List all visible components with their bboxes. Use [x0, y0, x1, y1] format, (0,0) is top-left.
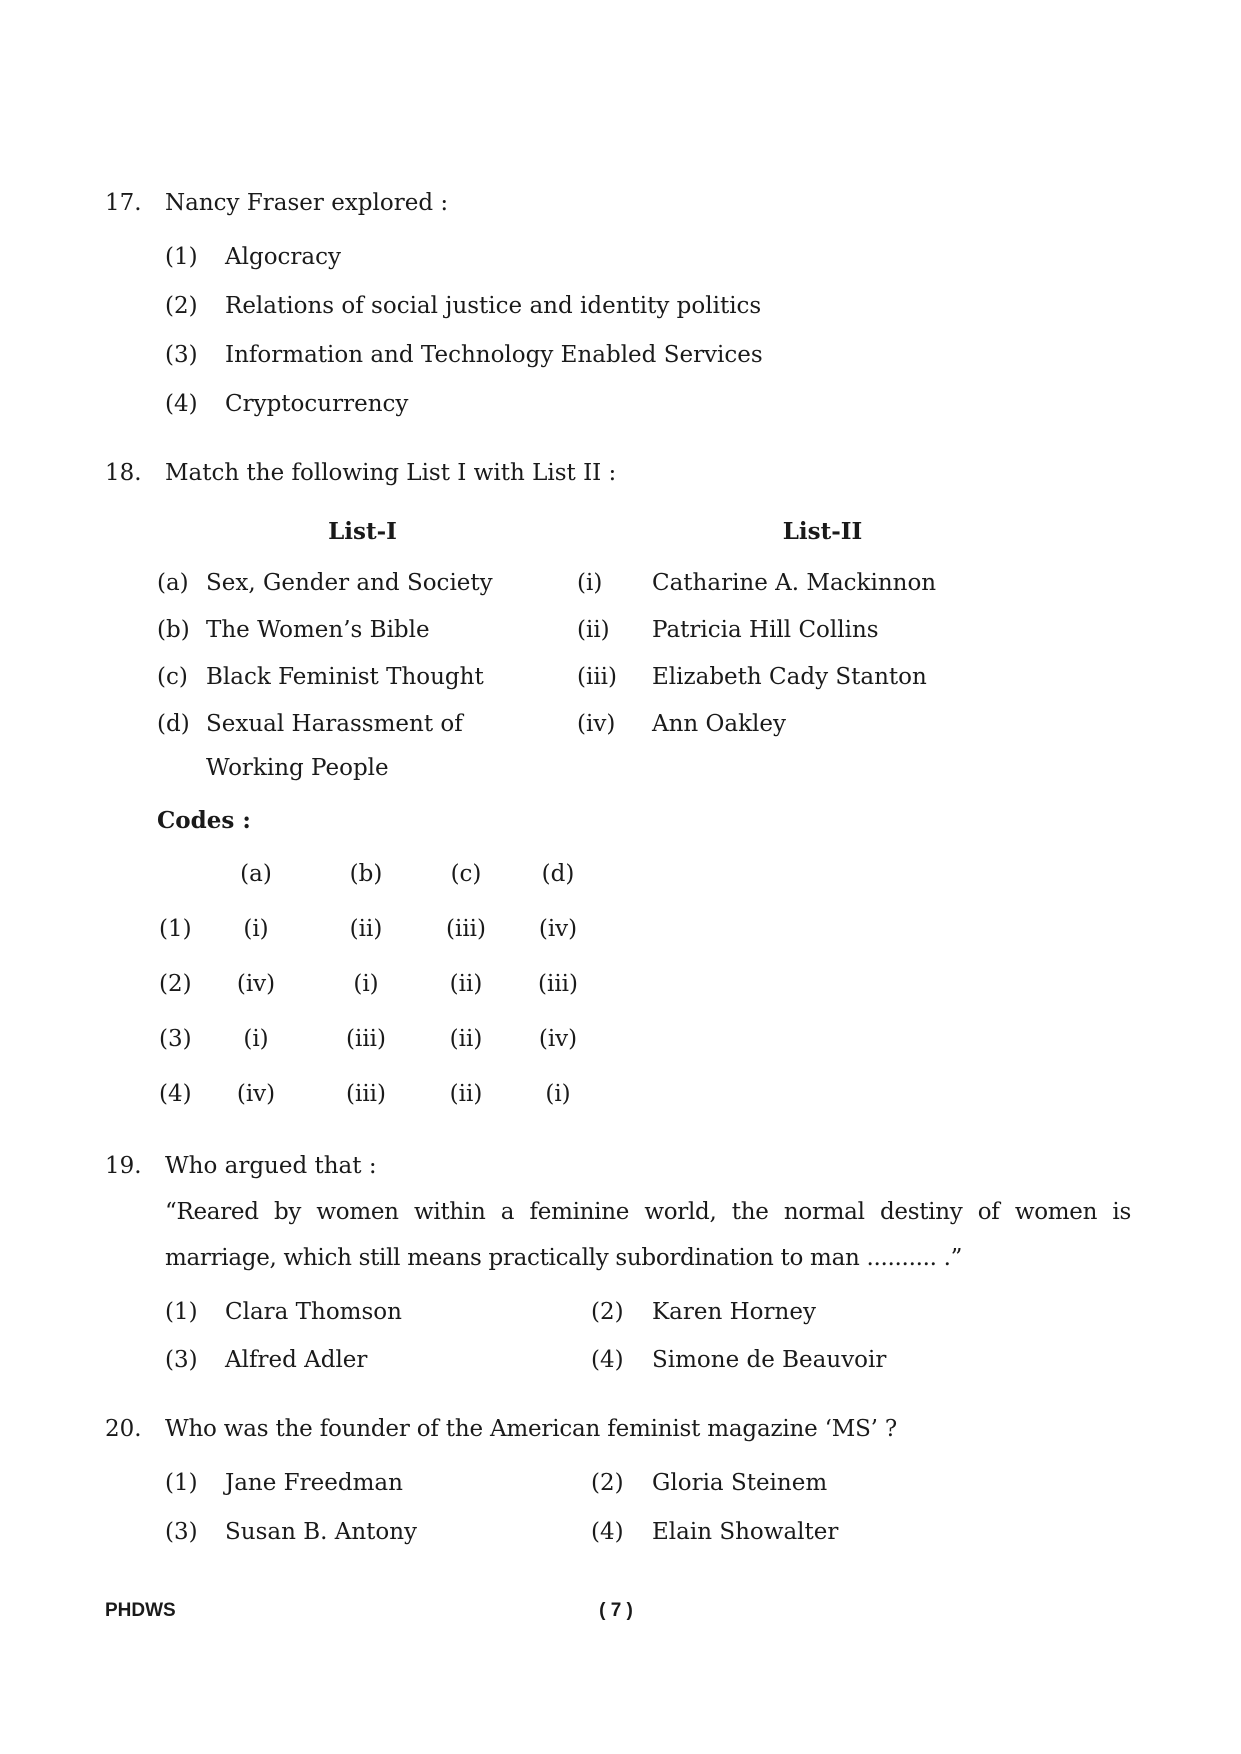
codes-cell: (iii) — [345, 1026, 386, 1052]
option-number: (4) — [165, 391, 198, 417]
quote-line: marriage, which still means practically subordination to man .......... .” — [165, 1245, 963, 1271]
codes-cell: (ii) — [349, 916, 383, 942]
option-number: (1) — [165, 1470, 198, 1496]
option-text: Jane Freedman — [225, 1470, 403, 1496]
question-text: Nancy Fraser explored : — [165, 190, 449, 216]
option-text: Relations of social justice and identity politics — [225, 293, 762, 319]
option-text: Simone de Beauvoir — [652, 1347, 887, 1373]
list-1-key: (c) — [157, 664, 188, 690]
codes-cell: (iii) — [537, 971, 578, 997]
option-number: (1) — [165, 244, 198, 270]
list-2-item: Ann Oakley — [652, 711, 787, 737]
list-1-item: Sexual Harassment of — [206, 711, 463, 737]
option-text: Clara Thomson — [225, 1299, 402, 1325]
codes-cell: (iv) — [236, 971, 276, 997]
codes-header: (a) — [240, 861, 272, 887]
option-number: (3) — [165, 1347, 198, 1373]
list-1-item: The Women’s Bible — [206, 617, 430, 643]
question-number: 20. — [105, 1416, 142, 1442]
question-number: 17. — [105, 190, 142, 216]
codes-cell: (iv) — [236, 1081, 276, 1107]
codes-cell: (i) — [243, 1026, 269, 1052]
codes-option-number: (2) — [159, 971, 192, 997]
list-2-item: Patricia Hill Collins — [652, 617, 879, 643]
option-text: Algocracy — [225, 244, 341, 270]
codes-cell: (iv) — [538, 916, 578, 942]
option-text: Elain Showalter — [652, 1519, 839, 1545]
option-number: (2) — [591, 1299, 624, 1325]
question-text: Who argued that : — [165, 1153, 377, 1179]
codes-option-number: (3) — [159, 1026, 192, 1052]
list-1-key: (d) — [157, 711, 190, 737]
list-2-key: (ii) — [577, 617, 610, 643]
page-number: ( 7 ) — [599, 1600, 633, 1621]
option-number: (2) — [591, 1470, 624, 1496]
codes-cell: (ii) — [449, 1026, 483, 1052]
list-2-item: Elizabeth Cady Stanton — [652, 664, 927, 690]
codes-header: (b) — [349, 861, 383, 887]
list-1-item: Sex, Gender and Society — [206, 570, 493, 596]
quote-line: “Reared by women within a feminine world, the normal destiny of women is — [165, 1199, 1131, 1225]
list-2-header: List-II — [782, 518, 863, 545]
option-text: Susan B. Antony — [225, 1519, 418, 1545]
codes-cell: (i) — [243, 916, 269, 942]
codes-cell: (iv) — [538, 1026, 578, 1052]
codes-cell: (ii) — [449, 1081, 483, 1107]
codes-option-number: (4) — [159, 1081, 192, 1107]
codes-header: (d) — [541, 861, 575, 887]
option-text: Information and Technology Enabled Services — [225, 342, 763, 368]
list-1-key: (b) — [157, 617, 190, 643]
option-number: (3) — [165, 342, 198, 368]
option-number: (2) — [165, 293, 198, 319]
codes-cell: (iii) — [445, 916, 486, 942]
list-2-key: (i) — [577, 570, 603, 596]
option-number: (4) — [591, 1519, 624, 1545]
option-number: (4) — [591, 1347, 624, 1373]
list-1-header: List-I — [328, 518, 397, 545]
list-2-key: (iii) — [577, 664, 618, 690]
list-1-item: Black Feminist Thought — [206, 664, 484, 690]
codes-option-number: (1) — [159, 916, 192, 942]
option-text: Cryptocurrency — [225, 391, 409, 417]
codes-label: Codes : — [157, 807, 251, 834]
option-text: Gloria Steinem — [652, 1470, 828, 1496]
question-number: 18. — [105, 460, 142, 486]
option-text: Karen Horney — [652, 1299, 816, 1325]
option-text: Alfred Adler — [225, 1347, 368, 1373]
question-number: 19. — [105, 1153, 142, 1179]
codes-cell: (ii) — [449, 971, 483, 997]
question-text: Match the following List I with List II : — [165, 460, 617, 486]
codes-cell: (i) — [353, 971, 379, 997]
codes-cell: (iii) — [345, 1081, 386, 1107]
list-1-item-continued: Working People — [206, 755, 389, 781]
option-number: (3) — [165, 1519, 198, 1545]
codes-cell: (i) — [545, 1081, 571, 1107]
paper-code: PHDWS — [105, 1600, 176, 1621]
question-text: Who was the founder of the American feminist magazine ‘MS’ ? — [165, 1416, 898, 1442]
list-2-item: Catharine A. Mackinnon — [652, 570, 937, 596]
option-number: (1) — [165, 1299, 198, 1325]
codes-header: (c) — [450, 861, 482, 887]
list-1-key: (a) — [157, 570, 189, 596]
list-2-key: (iv) — [577, 711, 616, 737]
